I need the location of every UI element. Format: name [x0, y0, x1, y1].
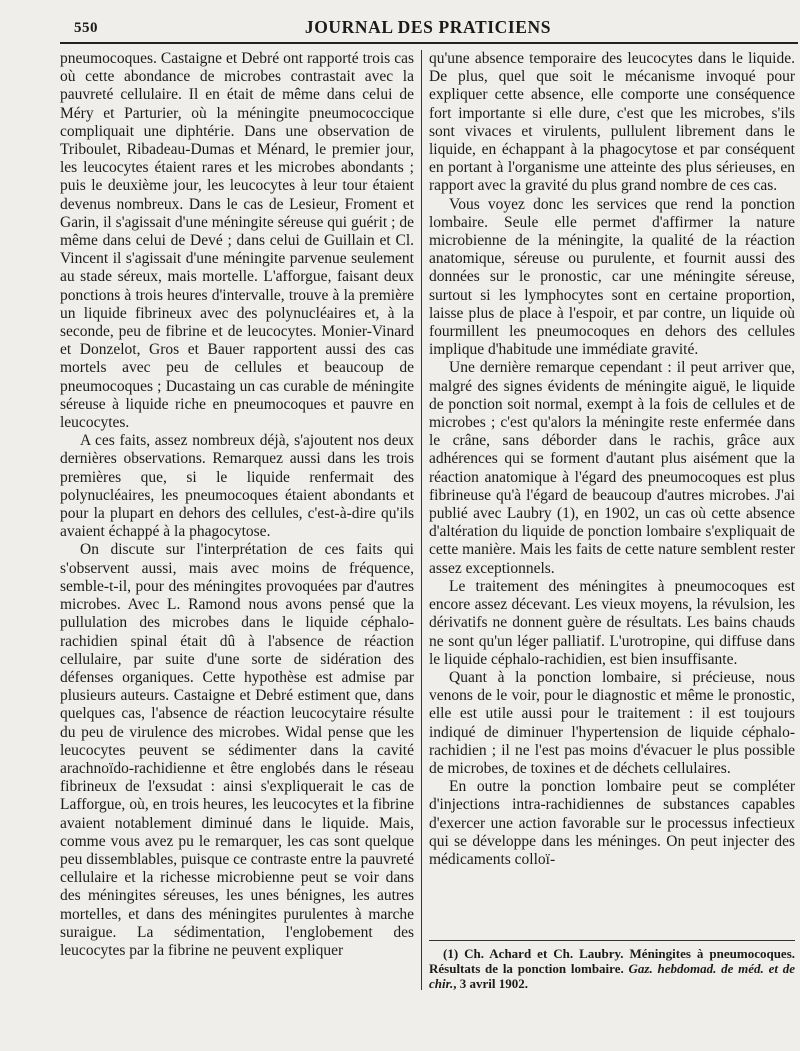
- page-number: 550: [74, 20, 98, 36]
- journal-title: JOURNAL DES PRATICIENS: [304, 17, 552, 37]
- footnote-citation: (1) Ch. Achard et Ch. Laubry. Méningites à pneumocoques. Résultats de la ponction lombaire.: [429, 946, 795, 976]
- paragraph: Le traitement des méningites à pneumocoques est encore assez décevant. Les vieux moyens, la révulsion, les dérivatifs ne donnent guère de résultats. Les bains chauds ne sont qu'un léger palliatif. L'urotropine, qui diffuse dans le liquide céphalo-rachidien, est bien insuffisante.: [429, 577, 795, 668]
- left-column: [60, 50, 414, 960]
- footnote-rule: [429, 940, 795, 941]
- paragraph: On discute sur l'interprétation de ces faits qui s'observent aussi, mais avec moins de fréquence, semble-t-il, pour des méningites provoquées par d'autres microbes. Avec L. Ramond nous avons pensé que la pullulation des microbes dans le liquide céphalo-rachidien spinal était dû à l'absence de réaction cellulaire, par suite d'une sorte de sidération des défenses organiques. Cette hypothèse est admise par plusieurs auteurs. Castaigne et Debré estiment que, dans quelques cas, l'absence de réaction leucocytaire résulte du peu de virulence des microbes. Widal pense que les leucocytes peuvent se sédimenter dans la cavité arachnoïdo-rachidienne et être englobés dans le réseau fibrineux de l'exsudat : ainsi s'expliquerait le cas de Lafforgue, où, en trois heures, les leucocytes et la fibrine avaient notablement diminué dans le liquide. Mais, comme vous avez pu le remarquer, les cas sont quelque peu dissemblables, puisque ce contraste entre la pauvreté cellulaire et la richesse microbienne peut se voir dans des méningites séreuses, les unes bénignes, les autres mortelles, et dans des méningites purulentes à marche suraigue. La sédimentation, l'englobement des leucocytes par la fibrine ne peuvent expliquer: [60, 541, 414, 959]
- right-column: [429, 50, 795, 869]
- page-header: [60, 16, 796, 42]
- paragraph: En outre la ponction lombaire peut se compléter d'injections intra-rachidiennes de substances capables d'exercer une action favorable sur le processus infectieux qui se développe dans les méninges. On peut injecter des médicaments colloï-: [429, 778, 795, 868]
- footnote-source: Gaz. hebdomad. de méd. et de chir.: [429, 961, 795, 991]
- header-rule: [60, 42, 798, 44]
- column-divider: [421, 50, 422, 990]
- paragraph: A ces faits, assez nombreux déjà, s'ajoutent nos deux dernières observations. Remarquez aussi dans les trois premières que, si le liquide renfermait des polynucléaires, les pneumocoques étaient abondants et pour la plupart en dehors des cellules, c'est-à-dire qu'ils avaient échappé à la phagocytose.: [60, 432, 414, 541]
- paragraph: pneumocoques. Castaigne et Debré ont rapporté trois cas où cette abondance de microbes contrastait avec la pauvreté cellulaire. Il en était de même dans celui de Méry et Parturier, où la méningite pneumococcique compliquait une diphtérie. Dans une observation de Triboulet, Ribadeau-Dumas et Ménard, le premier jour, les leucocytes étaient rares et les microbes abondants ; puis le deuxième jour, les leucocytes à leur tour étaient devenus nombreux. Dans le cas de Lesieur, Froment et Garin, il s'agissait d'une méningite séreuse qui guérit ; de même dans celui de Devé ; dans celui de Guillain et Cl. Vincent il s'agissait d'une méningite parvenue seulement au stade séreux, mais mortelle. L'afforgue, faisant deux ponctions à trois heures d'intervalle, trouve à la première un liquide fibrineux avec des polynucléaires et, à la seconde, peu de fibrine et de leucocytes. Monier-Vinard et Donzelot, Gros et Bauer rapportent aussi des cas mortels avec peu de cellules et beaucoup de pneumocoques ; Ducastaing un cas curable de méningite séreuse à liquide riche en pneumocoques et pauvre en leucocytes.: [60, 50, 414, 432]
- footnote: [429, 946, 795, 991]
- paragraph: Quant à la ponction lombaire, si précieuse, nous venons de le voir, pour le diagnostic et même le pronostic, elle est utile aussi pour le traitement : il est toujours indiqué de diminuer l'hypertension de liquide céphalo-rachidien ; il ne l'est pas moins d'évacuer le plus possible de microbes, de toxines et de déchets cellulaires.: [429, 668, 795, 777]
- footnote-text: [429, 946, 795, 991]
- footnote-date: , 3 avril 1902.: [453, 976, 528, 991]
- paragraph: Vous voyez donc les services que rend la ponction lombaire. Seule elle permet d'affirmer la nature microbienne de la méningite, la qualité de la réaction anatomique, séreuse ou purulente, et fournit aussi des données sur le pronostic, car une méningite séreuse, surtout si les lymphocytes sont en certaine proportion, laisse plus de place à l'espoir, et par contre, un liquide où fourmillent les pneumocoques en dehors des cellules implique d'habitude une immédiate gravité.: [429, 195, 795, 359]
- paragraph: qu'une absence temporaire des leucocytes dans le liquide. De plus, quel que soit le mécanisme invoqué pour expliquer cette absence, elle comporte une conséquence fort importante si elle dure, c'est que les microbes, s'ils sont vivaces et virulents, pullulent librement dans le liquide, en échappant à la phagocytose et par conséquent en portant à l'organisme une atteinte des plus sérieuses, en rapport avec la gravité du plus grand nombre de ces cas.: [429, 50, 795, 195]
- paragraph: Une dernière remarque cependant : il peut arriver que, malgré des signes évidents de méningite aiguë, le liquide de ponction soit normal, exempt à la fois de cellules et de microbes ; c'est qu'alors la méningite reste enfermée dans le crâne, sans déborder dans le rachis, grâce aux adhérences qui se forment d'autant plus aisément que la réaction anatomique à l'égard des pneumocoques est plus fibrineuse qu'à l'égard de beaucoup d'autres microbes. J'ai publié avec Laubry (1), en 1902, un cas où cette absence d'altération du liquide de ponction lombaire s'expliquait de cette manière. Mais les faits de cette nature semblent rester assez exceptionnels.: [429, 359, 795, 577]
